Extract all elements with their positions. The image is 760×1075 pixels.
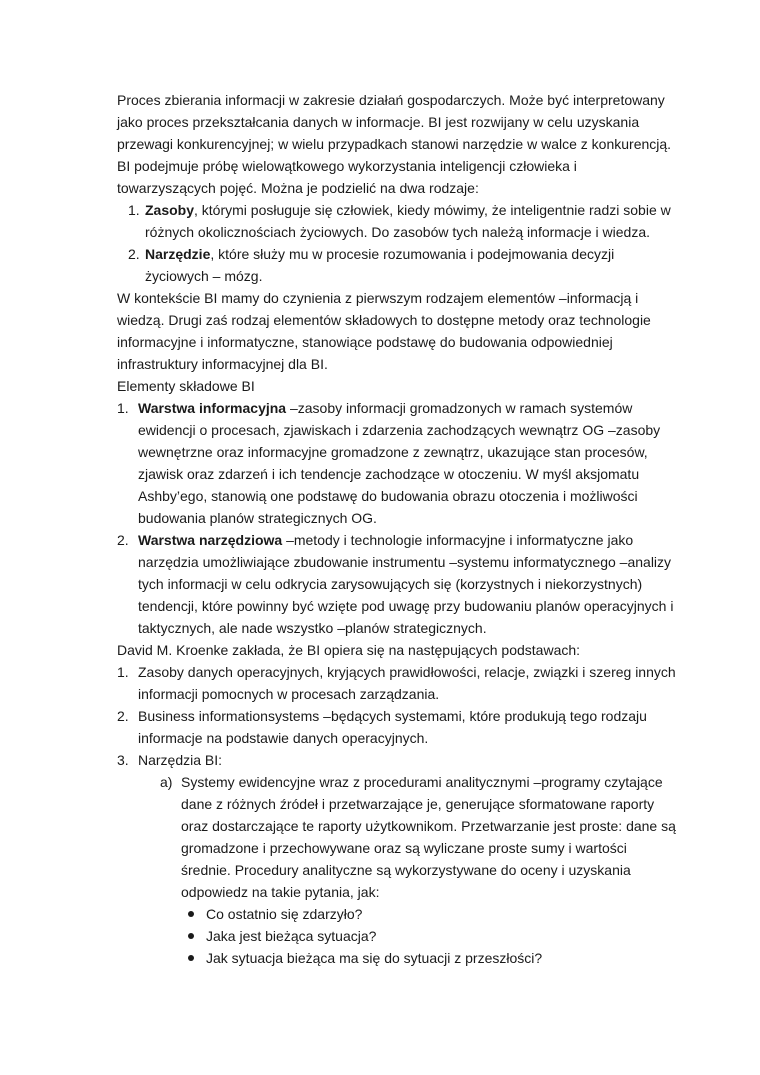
list-number: 2. [117,532,129,548]
kroenke-paragraph: David M. Kroenke zakłada, że BI opiera się na następujących podstawach: [117,642,581,658]
components-list [117,397,677,639]
list-item-text: Narzędzia BI: [138,752,223,768]
list-item-term: Zasoby [145,202,195,218]
list-item [179,947,677,969]
list-number: 1. [117,664,129,680]
question-text: Jaka jest bieżąca sytuacja? [206,928,377,944]
intro-paragraph-1: Proces zbierania informacji w zakresie działań gospodarczych. Może być interpretowany jako proces przekształcania danych w informacje. BI jest rozwijany w celu uzyskania przewagi konkurencyjnej; w wielu przypadkach stanowi narzędzie w walce z konkurencją. [117,92,672,152]
bullet-icon [188,955,194,961]
bullet-icon [188,911,194,917]
list-item [138,771,677,969]
bullet-icon [188,933,194,939]
list-item-term: Narzędzie [145,246,211,262]
list-item-term: Warstwa informacyjna [138,400,287,416]
resources-list [117,199,677,287]
questions-list [179,903,677,969]
list-number: 1. [128,202,140,218]
list-item-text: , którymi posługuje się człowiek, kiedy mówimy, że inteligentnie radzi sobie w różnych okolicznościach życiowych. Do zasobów tych należą informacje i wiedza. [145,202,671,240]
list-item [117,529,677,639]
list-item-text: –metody i technologie informacyjne i informatyczne jako narzędzia umożliwiające zbudowanie instrumentu –systemu informatycznego –analizy tych informacji w celu odkrycia zarysowujących się (korzystnych i niekorzystnych) tendencji, które powinny być wzięte pod uwagę przy budowaniu planów operacyjnych i taktycznych, ale nade wszystko –planów strategicznych. [138,532,674,636]
list-item-text: Systemy ewidencyjne wraz z procedurami analitycznymi –programy czytające dane z różnych źródeł i przetwarzające je, generujące sformatowane raporty oraz dostarczające te raporty użytkownikom. Przetwarzanie jest proste: dane są gromadzone i przechowywane oraz są wyliczane proste sumy i wartości średnie. Procedury analityczne są wykorzystywane do oceny i uzyskania odpowiedz na takie pytania, jak: [181,774,676,900]
list-item-text: –zasoby informacji gromadzonych w ramach systemów ewidencji o procesach, zjawiskach i zdarzenia zachodzących wewnątrz OG –zasoby wewnętrzne oraz informacyjne gromadzone z zewnątrz, ukazujące stan procesów, zjawisk oraz zdarzeń i ich tendencje zachodzące w otoczeniu. W myśl aksjomatu Ashby’ego, stanowią one podstawę do budowania obrazu otoczenia i możliwości budowania planów strategicznych OG. [138,400,661,526]
document-page [117,89,677,969]
list-number: 2. [117,708,129,724]
list-item-text: Zasoby danych operacyjnych, kryjących prawidłowości, relacje, związki i szereg innych informacji pomocnych w procesach zarządzania. [138,664,676,702]
question-text: Co ostatnio się zdarzyło? [206,906,363,922]
section-heading: Elementy składowe BI [117,378,255,394]
intro-paragraph-2: BI podejmuje próbę wielowątkowego wykorzystania inteligencji człowieka i towarzyszących pojęć. Można je podzielić na dwa rodzaje: [117,158,577,196]
list-item [117,397,677,529]
list-item-term: Warstwa narzędziowa [138,532,283,548]
list-item-text: , które służy mu w procesie rozumowania i podejmowania decyzji życiowych – mózg. [145,246,615,284]
list-number: 2. [128,246,140,262]
list-item [117,199,677,243]
list-letter: a) [160,774,173,790]
list-item [117,243,677,287]
list-number: 1. [117,400,129,416]
list-item [117,661,677,705]
list-item [117,705,677,749]
tools-sublist [138,771,677,969]
list-item [179,925,677,947]
list-item-text: Business informationsystems –będących systemami, które produkują tego rodzaju informacje na podstawie danych operacyjnych. [138,708,647,746]
list-item [117,749,677,969]
context-paragraph: W kontekście BI mamy do czynienia z pierwszym rodzajem elementów –informacją i wiedzą. Drugi zaś rodzaj elementów składowych to dostępne metody oraz technologie informacyjne i informatyczne, stanowiące podstawę do budowania odpowiedniej infrastruktury informacyjnej dla BI. [117,290,651,372]
question-text: Jak sytuacja bieżąca ma się do sytuacji z przeszłości? [206,950,543,966]
foundations-list [117,661,677,969]
list-item [179,903,677,925]
list-number: 3. [117,752,129,768]
